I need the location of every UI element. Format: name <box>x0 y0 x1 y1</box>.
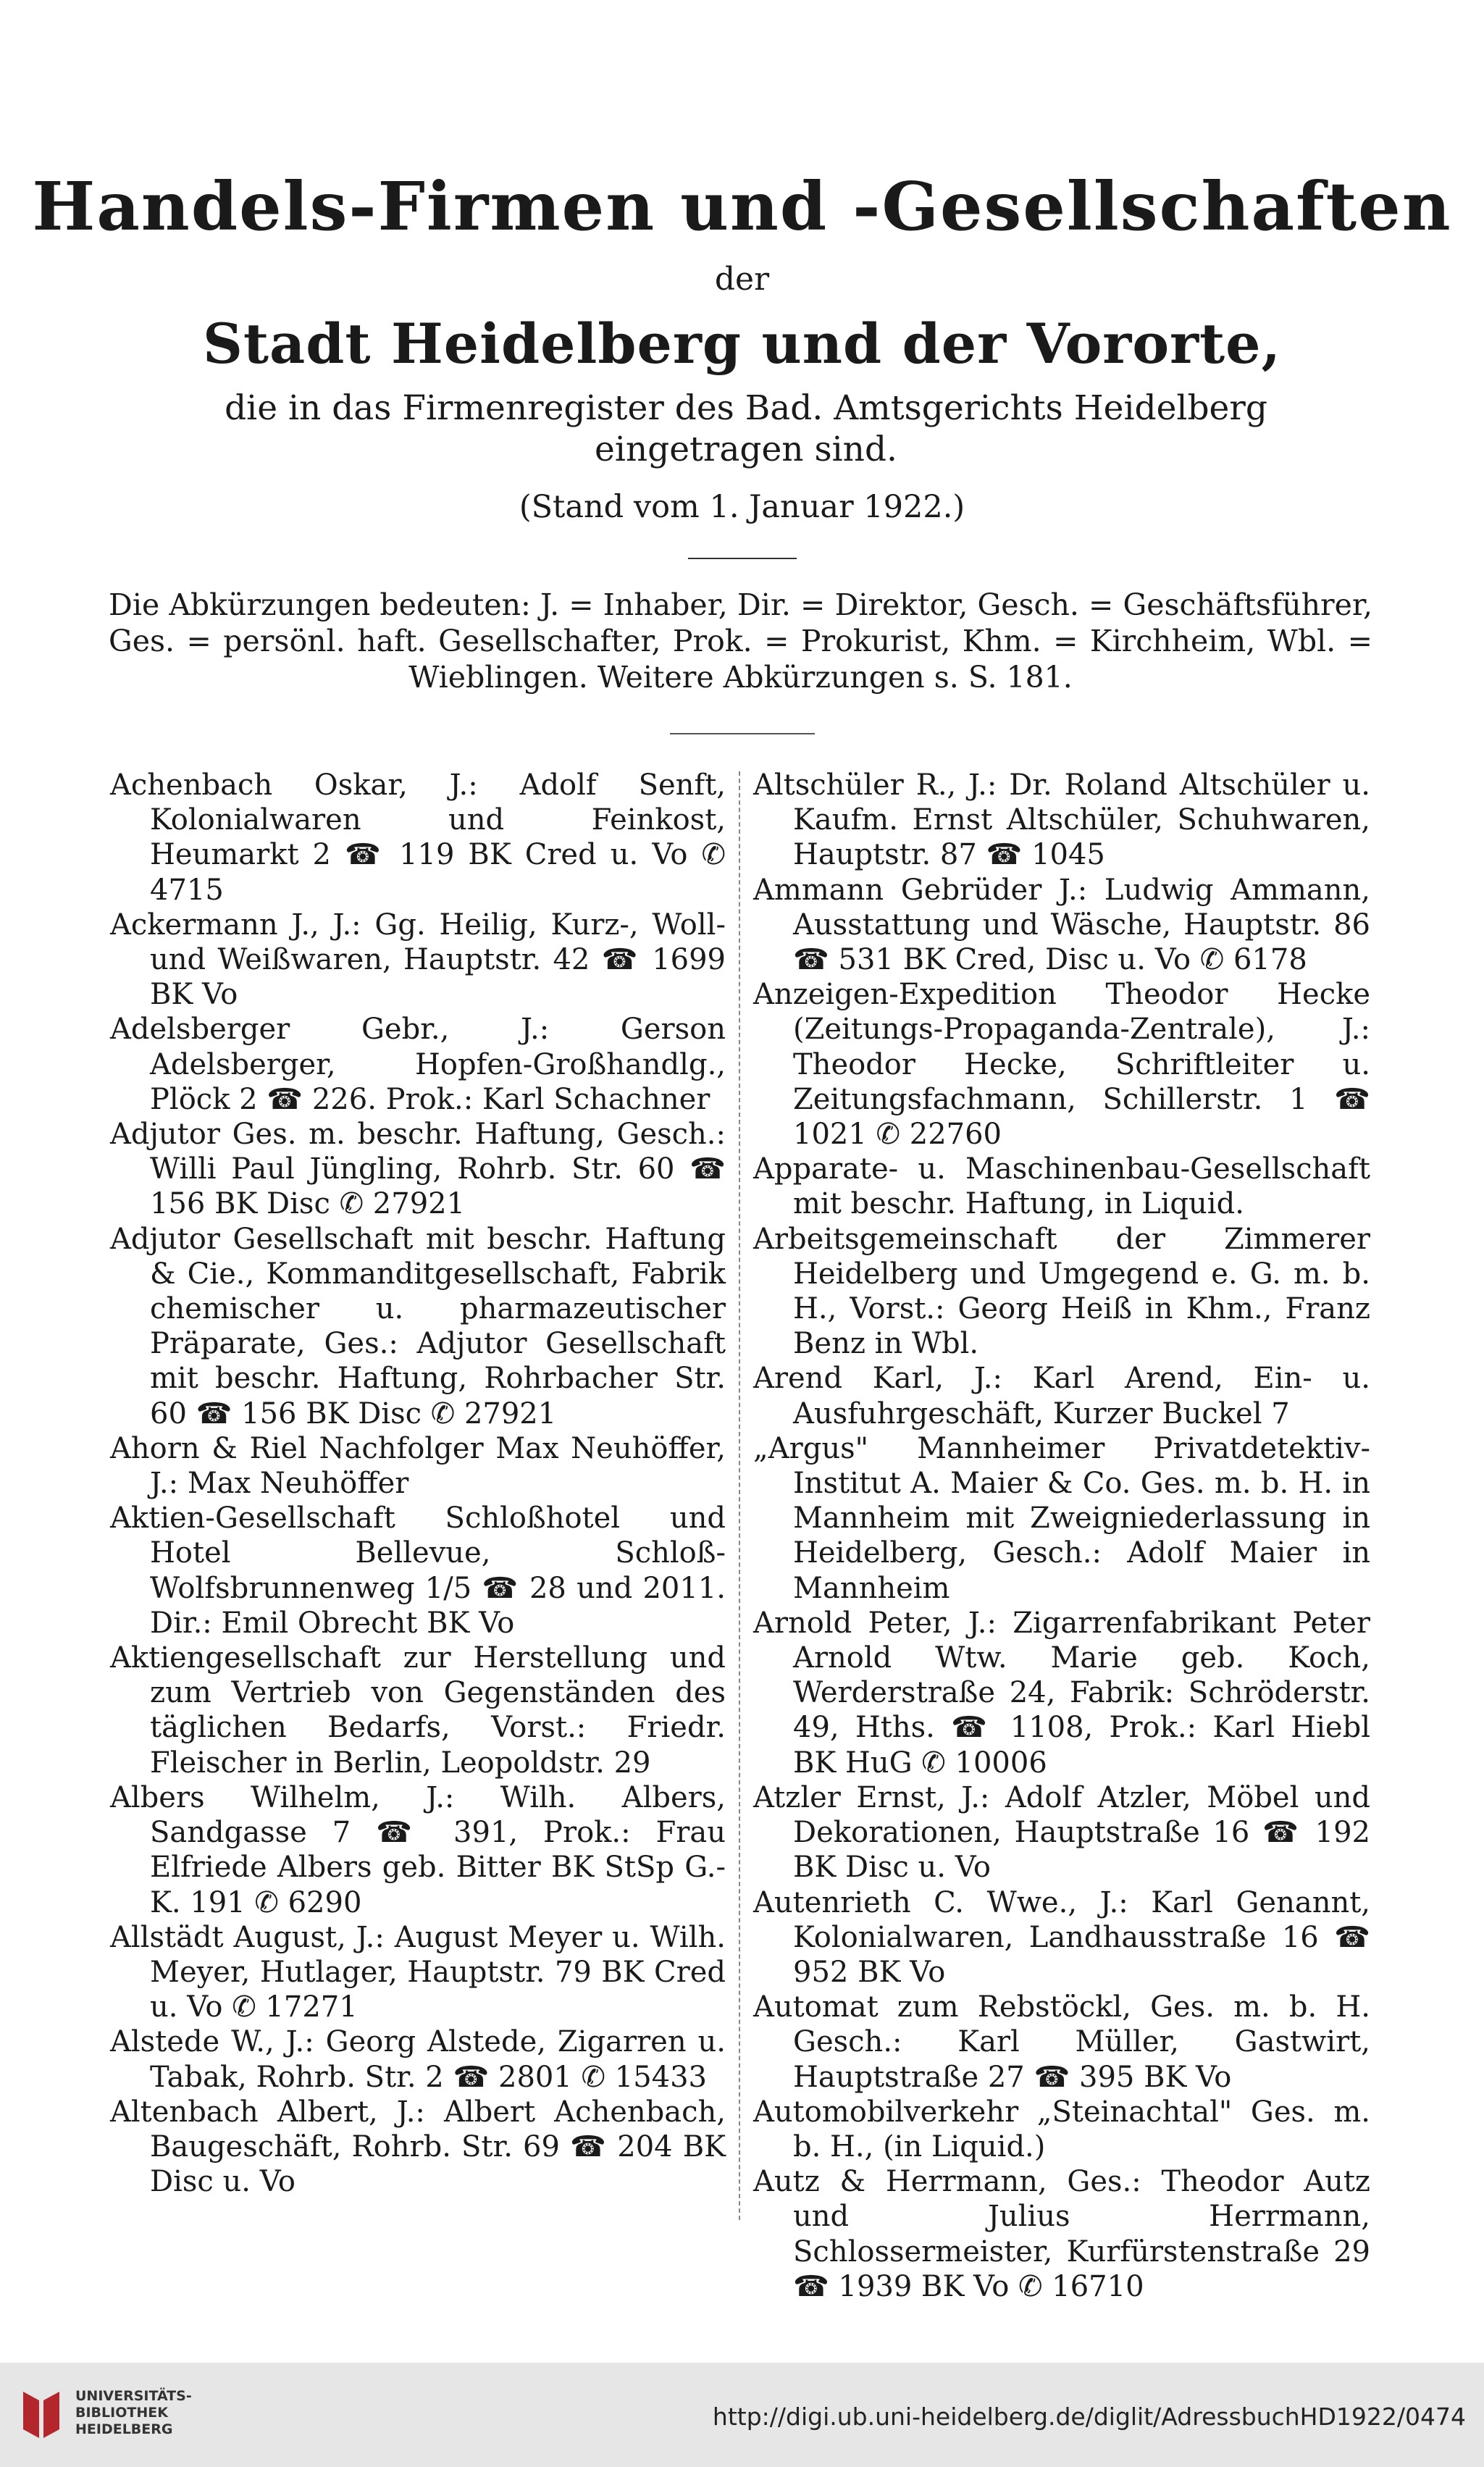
column-divider <box>739 771 740 2220</box>
title-connector: der <box>714 261 770 298</box>
list-item: Adjutor Ges. m. beschr. Haftung, Gesch.: Willi Paul Jüngling, Rohrb. Str. 60 ☎ 156 BK Disc ✆ 27921 <box>110 1118 726 1221</box>
list-item: Adelsberger Gebr., J.: Gerson Adelsberger, Hopfen-Großhandlg., Plöck 2 ☎ 226. Prok.: Karl Schachner <box>110 1013 726 1116</box>
list-item: Altschüler R., J.: Dr. Roland Altschüler u. Kaufm. Ernst Altschüler, Schuhwaren, Hauptstr. 87 ☎ 1045 <box>753 768 1370 872</box>
separator-rule <box>670 733 815 734</box>
library-name-line: UNIVERSITÄTS- <box>75 2388 192 2404</box>
list-item: Arnold Peter, J.: Zigarrenfabrikant Peter Arnold Wtw. Marie geb. Koch, Werderstraße 24, Fabrik: Schröderstr. 49, Hths. ☎ 1108, Prok.: Karl Hiebl BK HuG ✆ 10006 <box>753 1606 1370 1780</box>
list-item: Anzeigen-Expedition Theodor Hecke (Zeitungs-Propaganda-Zentrale), J.: Theodor Hecke, Schriftleiter u. Zeitungsfachmann, Schillerstr. 1 ☎ 1021 ✆ 22760 <box>753 978 1370 1152</box>
list-item: Arend Karl, J.: Karl Arend, Ein- u. Ausfuhrgeschäft, Kurzer Buckel 7 <box>753 1362 1370 1431</box>
list-item: Alstede W., J.: Georg Alstede, Zigarren u. Tabak, Rohrb. Str. 2 ☎ 2801 ✆ 15433 <box>110 2025 726 2094</box>
list-item: Ammann Gebrüder J.: Ludwig Ammann, Ausstattung und Wäsche, Hauptstr. 86 ☎ 531 BK Cred, Disc u. Vo ✆ 6178 <box>753 873 1370 977</box>
library-name-line: BIBLIOTHEK <box>75 2405 168 2421</box>
list-item: Allstädt August, J.: August Meyer u. Wilh. Meyer, Hutlager, Hauptstr. 79 BK Cred u. Vo ✆ 17271 <box>110 1920 726 2024</box>
separator-rule <box>688 558 797 559</box>
library-name <box>75 2388 192 2438</box>
list-item: Arbeitsgemeinschaft der Zimmerer Heidelberg und Umgegend e. G. m. b. H., Vorst.: Georg Heiß in Khm., Franz Benz in Wbl. <box>753 1222 1370 1361</box>
library-name-line: HEIDELBERG <box>75 2421 173 2437</box>
list-item: Atzler Ernst, J.: Adolf Atzler, Möbel und Dekorationen, Hauptstraße 16 ☎ 192 BK Disc u. Vo <box>753 1780 1370 1885</box>
list-item: Achenbach Oskar, J.: Adolf Senft, Kolonialwaren und Feinkost, Heumarkt 2 ☎ 119 BK Cred u. Vo ✆ 4715 <box>110 768 726 907</box>
library-logo-icon <box>16 2386 67 2444</box>
list-item: Altenbach Albert, J.: Albert Achenbach, Baugeschäft, Rohrb. Str. 69 ☎ 204 BK Disc u. Vo <box>110 2095 726 2199</box>
list-item: Ahorn & Riel Nachfolger Max Neuhöffer, J.: Max Neuhöffer <box>110 1431 726 1501</box>
list-item: Aktien-Gesellschaft Schloßhotel und Hotel Bellevue, Schloß-Wolfsbrunnenweg 1/5 ☎ 28 und 2011. Dir.: Emil Obrecht BK Vo <box>110 1501 726 1640</box>
list-item: Automat zum Rebstöckl, Ges. m. b. H. Gesch.: Karl Müller, Gastwirt, Hauptstraße 27 ☎ 395 BK Vo <box>753 1990 1370 2094</box>
list-item: Autz & Herrmann, Ges.: Theodor Autz und Julius Herrmann, Schlossermeister, Kurfürstenstraße 29 ☎ 1939 BK Vo ✆ 16710 <box>753 2165 1370 2303</box>
intro-text: die in das Firmenregister des Bad. Amtsgerichts Heidelberg eingetragen sind. <box>225 388 1267 469</box>
list-item: Automobilverkehr „Steinachtal" Ges. m. b. H., (in Liquid.) <box>753 2095 1370 2164</box>
date-note: (Stand vom 1. Januar 1922.) <box>519 489 965 525</box>
list-item: Apparate- u. Maschinenbau-Gesellschaft mit beschr. Haftung, in Liquid. <box>753 1152 1370 1221</box>
list-item: Albers Wilhelm, J.: Wilh. Albers, Sandgasse 7 ☎ 391, Prok.: Frau Elfriede Albers geb. Bitter BK StSp G.-K. 191 ✆ 6290 <box>110 1780 726 1919</box>
page-subtitle: Stadt Heidelberg und der Vororte, <box>203 311 1281 376</box>
list-item: Adjutor Gesellschaft mit beschr. Haftung & Cie., Kommanditgesellschaft, Fabrik chemischer u. pharmazeutischer Präparate, Ges.: Adjutor Gesellschaft mit beschr. Haftung, Rohrbacher Str. 60 ☎ 156 BK Disc ✆ 27921 <box>110 1222 726 1431</box>
list-item: Aktiengesellschaft zur Herstellung und zum Vertrieb von Gegenständen des täglichen Bedarfs, Vorst.: Friedr. Fleischer in Berlin, Leopoldstr. 29 <box>110 1641 726 1780</box>
entries-left-column <box>110 768 726 2199</box>
list-item: Autenrieth C. Wwe., J.: Karl Genannt, Kolonialwaren, Landhausstraße 16 ☎ 952 BK Vo <box>753 1885 1370 1989</box>
list-item: Ackermann J., J.: Gg. Heilig, Kurz-, Woll- und Weißwaren, Hauptstr. 42 ☎ 1699 BK Vo <box>110 908 726 1012</box>
entries-right-column <box>753 768 1370 2304</box>
page-title: Handels-Firmen und -Gesellschaften <box>32 167 1452 246</box>
permalink-url[interactable]: http://digi.ub.uni-heidelberg.de/diglit/AdressbuchHD1922/0474 <box>712 2403 1466 2431</box>
list-item: „Argus" Mannheimer Privatdetektiv-Institut A. Maier & Co. Ges. m. b. H. in Mannheim mit Zweigniederlassung in Heidelberg, Gesch.: Adolf Maier in Mannheim <box>753 1431 1370 1605</box>
viewer-footer <box>0 2363 1484 2467</box>
abbreviations-note: Die Abkürzungen bedeuten: J. = Inhaber, Dir. = Direktor, Gesch. = Geschäftsführer, Ges. = persönl. haft. Gesellschafter, Prok. = Prokurist, Khm. = Kirchheim, Wbl. = Wieblingen. Weitere Abkürzungen s. S. 181. <box>109 587 1372 695</box>
